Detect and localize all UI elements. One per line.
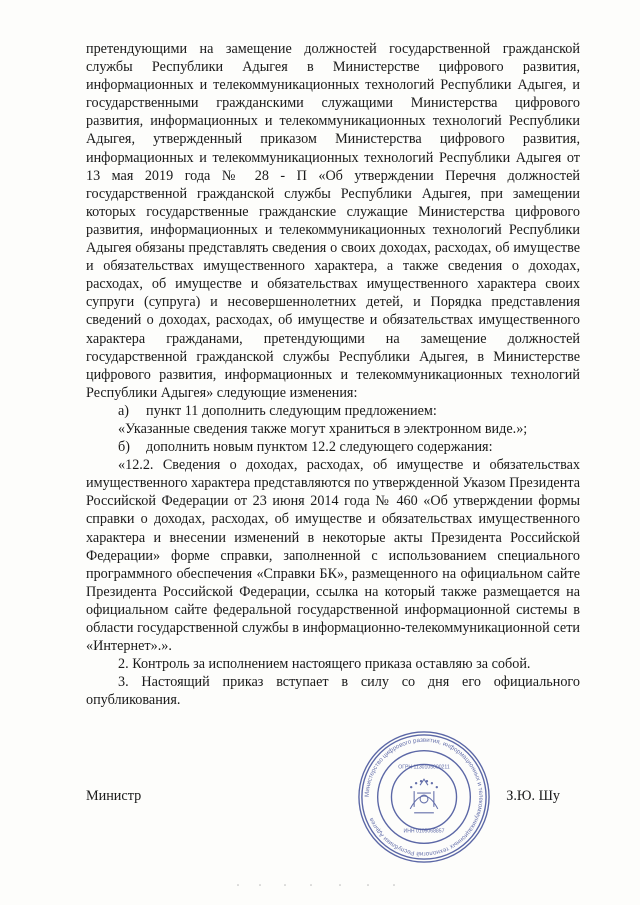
list-item-b [86,438,580,456]
list-item-b-text: дополнить новым пунктом 12.2 следующего содержания: [146,439,493,456]
official-seal-icon [355,728,493,866]
scan-artifact-dots [0,880,640,890]
svg-text:Министерство цифрового развити [364,737,484,857]
quote-a: «Указанные сведения также могут храниться в электронном виде.»; [118,420,528,437]
seal-inn: ИНН 0105068857 [403,828,445,835]
point-3: 3. Настоящий приказ вступает в силу со дня его официального опубликования. [86,674,580,709]
signatory-name: З.Ю. Шу [506,788,560,804]
point-2: 2. Контроль за исполнением настоящего приказа оставляю за собой. [118,656,531,673]
document-body [86,40,580,709]
signatory-title: Министр [86,788,142,804]
quote-b: «12.2. Сведения о доходах, расходах, об имуществе и обязательствах имущественного характера представляются по утвержденной Указом Президента Российской Федерации от 23 июня 2014 года № 460 «Об утверждении формы справки о доходах, расходах, об имуществе и обязательствах имущественного характера и внесении изменений в некоторые акты Президента Российской Федерации» форме справки, заполненной с использованием специального программного обеспечения «Справки БК», размещенного на официальном сайте Президента Российской Федерации, ссылка на который также размещается на официальном сайте федеральной государственной информационной системы в области государственной службы в информационно-телекоммуникационной сети «Интернет».». [86,457,580,655]
seal-ring-text: Министерство цифрового развития, информационных и телекоммуникационных технологий Республики Адыгея [363,736,485,858]
seal-ogrn: ОГРН 1130105000211 [398,764,450,771]
list-item-a-text: пункт 11 дополнить следующим предложением: [146,402,437,419]
paragraph-intro: претендующими на замещение должностей государственной гражданской службы Республики Адыгея в Министерстве цифрового развития, информационных и телекоммуникационных технологий Республики Адыгея, и государственными гражданскими служащими Министерства цифрового развития, информационных и телекоммуникационных технологий Республики Адыгея, утвержденный приказом Министерства цифрового развития, информационных и телекоммуникационных технологий Республики Адыгея от 13 мая 2019 года № 28 - П «Об утверждении Перечня должностей государственной гражданской службы Республики Адыгея, при замещении которых государственные гражданские служащие Министерства цифрового развития, информационных и телекоммуникационных технологий Республики Адыгея обязаны представлять сведения о своих доходах, расходах, об имуществе и обязательствах имущественного характера, а также сведения о доходах, расходах, об имуществе и обязательствах имущественного характера своих супруги (супруга) и несовершеннолетних детей, и Порядка представления сведений о доходах, расходах, об имуществе и обязательствах имущественного характера гражданами, претендующими на замещение должностей государственной гражданской службы Республики Адыгея, в Министерстве цифрового развития, информационных и телекоммуникационных технологий Республики Адыгея» следующие изменения: [86,41,580,401]
list-item-b-letter: б) [118,439,130,456]
list-item-a [86,402,580,420]
list-item-a-letter: а) [118,402,130,419]
